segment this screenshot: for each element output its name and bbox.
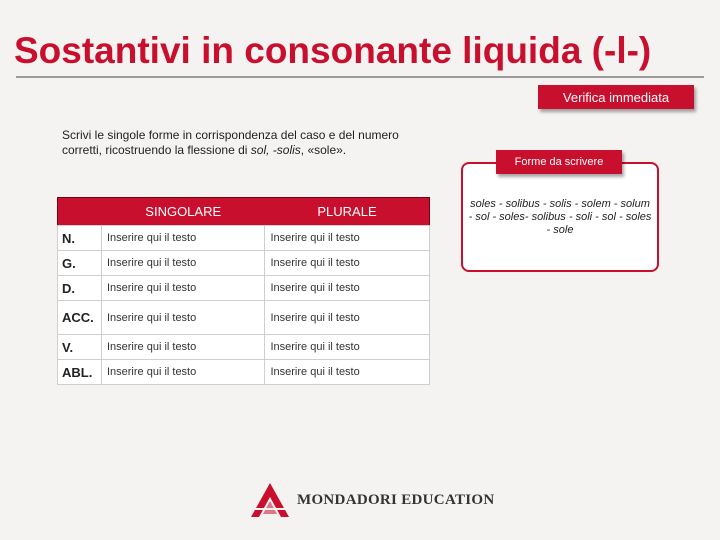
table-row [58,335,430,360]
forme-da-scrivere-list: soles - solibus - solis - solem - solum - sol - soles- solibus - soli - sol - soles - sole [468,198,652,236]
publisher-logo [250,482,495,518]
plurale-input-ablativo[interactable]: Inserire qui il testo [265,360,430,385]
singolare-input-accusativo[interactable]: Inserire qui il testo [101,301,265,335]
table-row [58,226,430,251]
plurale-input-accusativo[interactable]: Inserire qui il testo [265,301,430,335]
singolare-input-dativo[interactable]: Inserire qui il testo [101,276,265,301]
table-row [58,360,430,385]
plurale-input-dativo[interactable]: Inserire qui il testo [265,276,430,301]
table-header-plurale: PLURALE [265,198,430,226]
case-label-accusativo: ACC. [58,301,102,335]
case-label-nominativo: N. [58,226,102,251]
mondadori-logo-icon [250,482,290,518]
verifica-immediata-button[interactable]: Verifica immediata [538,85,694,109]
table-header-case [58,198,102,226]
table-header-row [58,198,430,226]
singolare-input-genitivo[interactable]: Inserire qui il testo [101,251,265,276]
forme-da-scrivere-header: Forme da scrivere [496,150,622,174]
case-label-ablativo: ABL. [58,360,102,385]
plurale-input-nominativo[interactable]: Inserire qui il testo [265,226,430,251]
table-row [58,301,430,335]
case-label-genitivo: G. [58,251,102,276]
title-divider [16,76,704,78]
instructions-text [62,128,422,158]
instructions-text-after: , «sole». [300,143,347,157]
plurale-input-vocativo[interactable]: Inserire qui il testo [265,335,430,360]
publisher-logo-text: MONDADORI EDUCATION [297,491,495,508]
table-row [58,276,430,301]
singolare-input-ablativo[interactable]: Inserire qui il testo [101,360,265,385]
table-row [58,251,430,276]
singolare-input-nominativo[interactable]: Inserire qui il testo [101,226,265,251]
case-label-vocativo: V. [58,335,102,360]
declension-table [57,197,430,385]
instructions-text-before: Scrivi le singole forme in corrispondenza del caso e del numero corretti, ricostruendo la flessione di [62,128,399,157]
singolare-input-vocativo[interactable]: Inserire qui il testo [101,335,265,360]
case-label-dativo: D. [58,276,102,301]
plurale-input-genitivo[interactable]: Inserire qui il testo [265,251,430,276]
instructions-lemma: sol, -solis [250,143,301,157]
page-title: Sostantivi in consonante liquida (-l-) [14,30,652,71]
table-header-singolare: SINGOLARE [101,198,265,226]
